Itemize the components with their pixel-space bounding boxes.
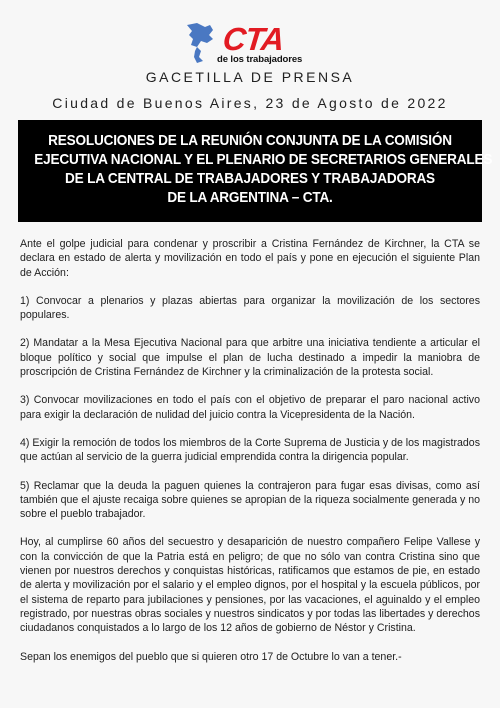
resolution-item-2: 2) Mandatar a la Mesa Ejecutiva Nacional para que arbitre una iniciativa tendiente a articular el bloque político y social que impulse el plan de lucha destinado a impedir la maniobra de proscripción de Cristina Fernández de Kirchner y la criminalización de la protesta social. [20,337,480,379]
logo-wordmark: CTA [221,21,286,57]
intro-paragraph: Ante el golpe judicial para condenar y proscribir a Cristina Fernández de Kirchner, la CTA se declara en estado de alerta y movilización en todo el país y pone en ejecución el siguiente Plan de Acción: [20,238,480,279]
press-release-label: GACETILLA DE PRENSA [145,69,355,85]
title-band [18,120,493,222]
resolution-item-4: 4) Exigir la remoción de todos los miembros de la Corte Suprema de Justicia y de los magistrados que actúan al servicio de la guerra judicial emprendida contra la dirigencia popular. [20,436,480,464]
title-line: EJECUTIVA NACIONAL Y EL PLENARIO DE SECRETARIOS GENERALES [34,152,493,168]
dateline: Ciudad de Buenos Aires, 23 de Agosto de 2022 [52,95,448,111]
closing-paragraph: Sepan los enemigos del pueblo que si quieren otro 17 de Octubre lo van a tener.- [20,650,402,663]
resolution-item-3: 3) Convocar movilizaciones en todo el país con el objetivo de preparar el paro nacional activo para exigir la declaración de nulidad del juicio contra la Vicepresidenta de la Nación. [20,394,480,421]
title-line: DE LA CENTRAL DE TRABAJADORES Y TRABAJADORAS [65,171,435,187]
document-title [34,132,493,208]
logo-subtitle: de los trabajadores [217,54,303,65]
title-line: DE LA ARGENTINA – CTA. [167,190,333,206]
resolution-item-5: 5) Reclamar que la deuda la paguen quienes la contrajeron para fugar esas divisas, como así también que el ajuste recaiga sobre quienes se apropian de la riqueza socialmente generada y no sobre el pueblo trabajador. [20,479,480,521]
resolution-item-1: 1) Convocar a plenarios y plazas abiertas para organizar la movilización de los sectores populares. [20,294,480,322]
statement-paragraph: Hoy, al cumplirse 60 años del secuestro y desaparición de nuestro compañero Felipe Vallese y con la convicción de que la Patria está en peligro; de que no sólo van contra Cristina sino que vienen por nuestros derechos y conquistas históricas, ratificamos que estamos de pie, en estado de alerta y movilización por el salario y el empleo dignos, por el hospital y la escuela públicos, por el sistema de reparto para jubilaciones y pensiones, por las vacaciones, el aguinaldo y el empleo registrado, por nuestras obras sociales y nuestros sindicatos y por todas las libertades y derechos ciudadanos conquistados a lo largo de los 12 años de gobierno de Néstor y Cristina. [20,536,480,635]
document-body [20,237,480,678]
cta-logo [183,21,319,65]
title-line: RESOLUCIONES DE LA REUNIÓN CONJUNTA DE LA COMISIÓN [48,133,452,149]
